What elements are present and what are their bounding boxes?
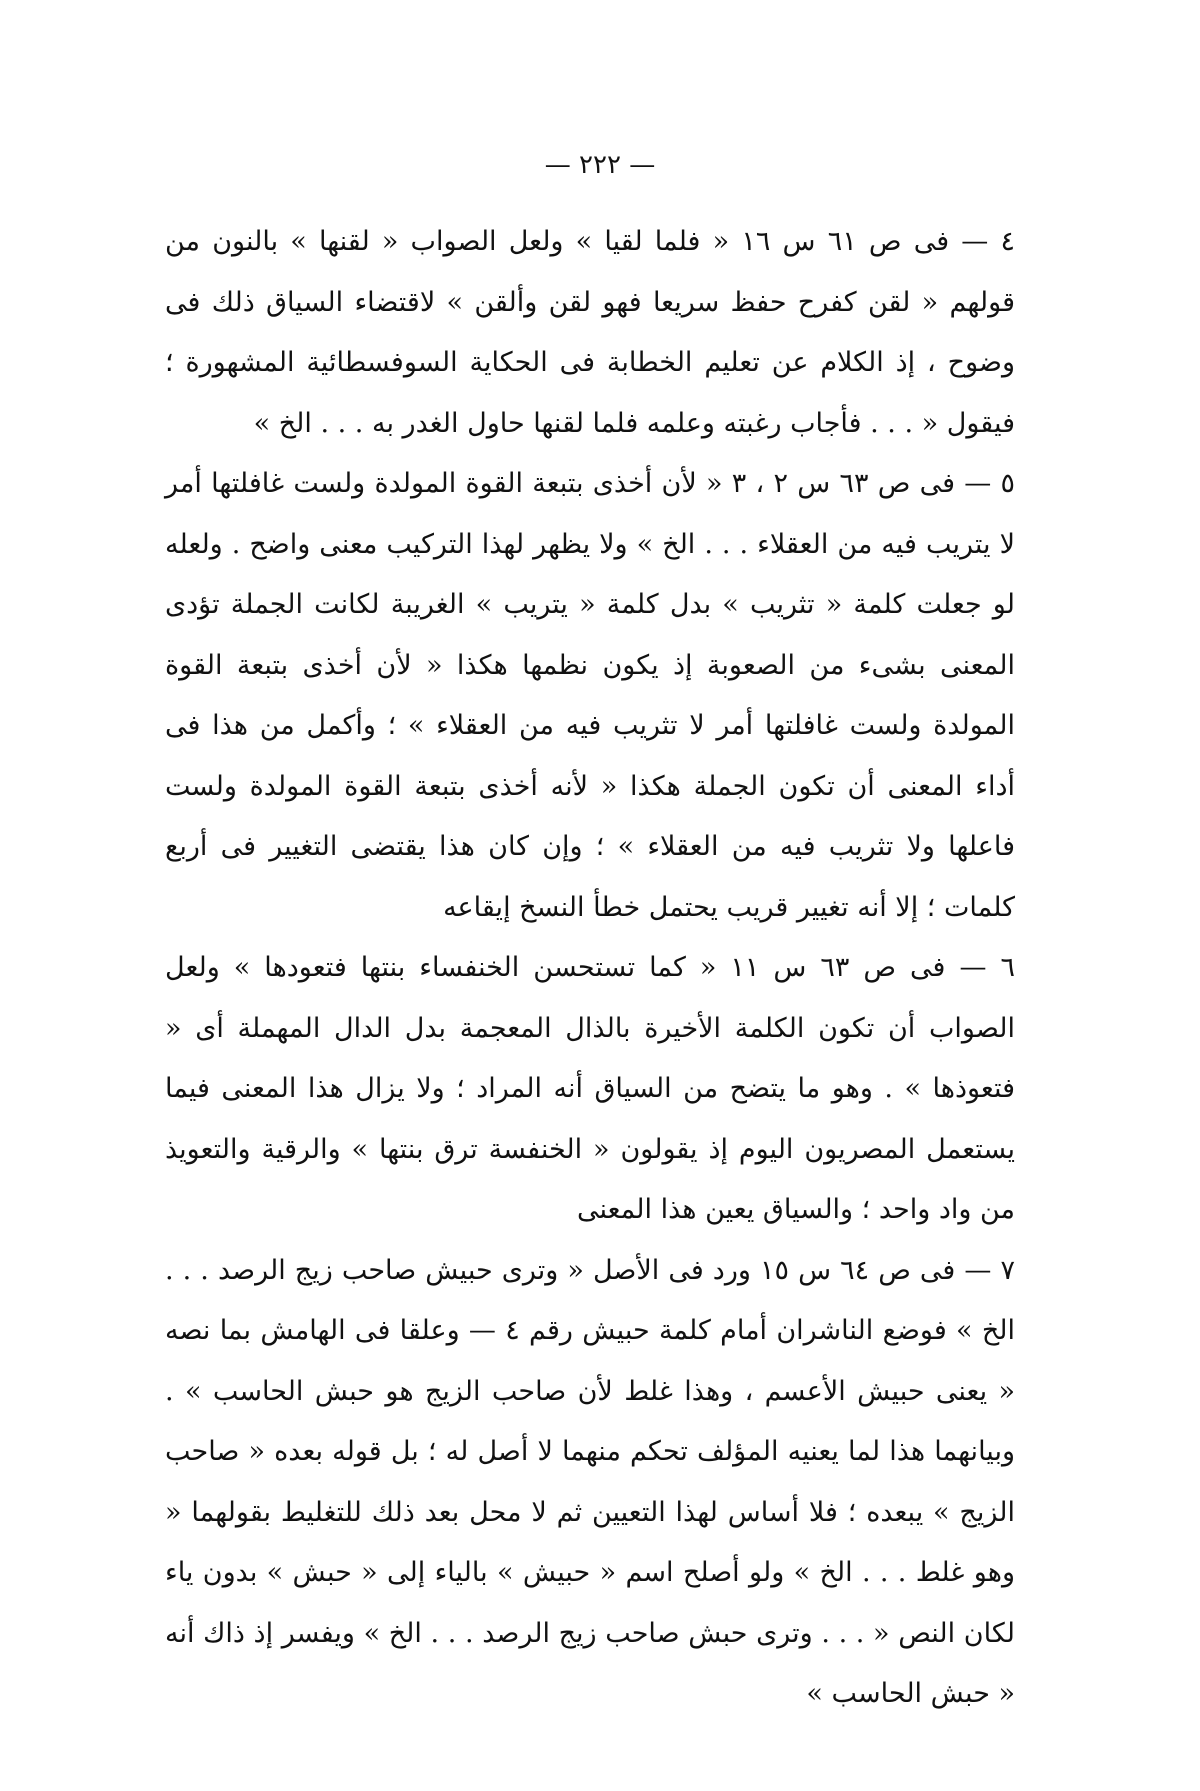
note-7: ٧ — فى ص ٦٤ س ١٥ ورد فى الأصل « وترى حبيش صاحب زيج الرصد . . . الخ » فوضع الناشران أمام كلمة حبيش رقم ٤ — وعلقا فى الهامش بما نصه « يعنى حبيش الأعسم ، وهذا غلط لأن صاحب الزيج هو حبش الحاسب » . وبيانهما هذا لما يعنيه المؤلف تحكم منهما لا أصل له ؛ بل قوله بعده « صاحب الزيج » يبعده ؛ فلا أساس لهذا التعيين ثم لا محل بعد ذلك للتغليط بقولهما « وهو غلط . . . الخ » ولو أصلح اسم « حبيش » بالياء إلى « حبش » بدون ياء لكان النص « . . . وترى حبش صاحب زيج الرصد . . . الخ » ويفسر إذ ذاك أنه « حبش الحاسب » [165,1254,1016,1709]
note-6: ٦ — فى ص ٦٣ س ١١ « كما تستحسن الخنفساء بنتها فتعودها » ولعل الصواب أن تكون الكلمة الأخيرة بالذال المعجمة بدل الدال المهملة أى « فتعوذها » . وهو ما يتضح من السياق أنه المراد ؛ ولا يزال هذا المعنى فيما يستعمل المصريون اليوم إذ يقولون « الخنفسة ترق بنتها » والرقية والتعويذ من واد واحد ؛ والسياق يعين هذا المعنى [165,952,1015,1225]
page-number: — ٢٢٢ — [544,150,656,180]
note-4: ٤ — فى ص ٦١ س ١٦ « فلما لقيا » ولعل الصواب « لقنها » بالنون من قولهم « لقن كفرح حفظ سريعا فهو لقن وألقن » لاقتضاء السياق ذلك فى وضوح ، إذ الكلام عن تعليم الخطابة فى الحكاية السوفسطائية المشهورة ؛ فيقول « . . . فأجاب رغبته وعلمه فلما لقنها حاول الغدر به . . . الخ » [165,226,1016,439]
notes-body [165,212,1015,1725]
note-5: ٥ — فى ص ٦٣ س ٢ ، ٣ « لأن أخذى بتبعة القوة المولدة ولست غافلتها أمر لا يتريب فيه من العقلاء . . . الخ » ولا يظهر لهذا التركيب معنى واضح . ولعله لو جعلت كلمة « تثريب » بدل كلمة « يتريب » الغريبة لكانت الجملة تؤدى المعنى بشىء من الصعوبة إذ يكون نظمها هكذا « لأن أخذى بتبعة القوة المولدة ولست غافلتها أمر لا تثريب فيه من العقلاء » ؛ وأكمل من هذا فى أداء المعنى أن تكون الجملة هكذا « لأنه أخذى بتبعة القوة المولدة ولست فاعلها ولا تثريب فيه من العقلاء » ؛ وإن كان هذا يقتضى التغيير فى أربع كلمات ؛ إلا أنه تغيير قريب يحتمل خطأ النسخ إيقاعه [165,468,1016,923]
